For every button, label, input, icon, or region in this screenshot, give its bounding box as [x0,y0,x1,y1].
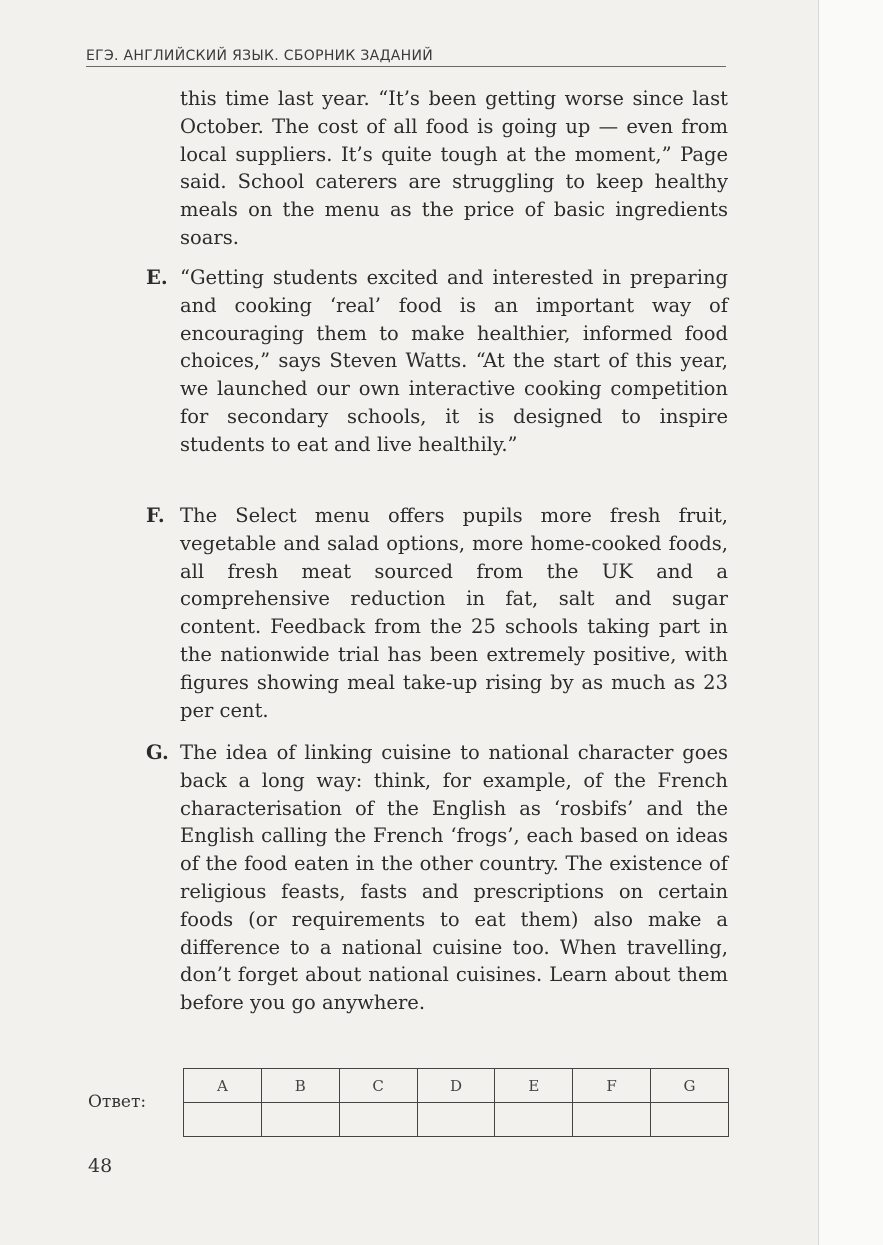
answer-cell-g[interactable] [651,1103,729,1137]
answer-input-row [184,1103,729,1137]
paragraph-g: The idea of linking cuisine to national character goes back a long way: think, for example, of the French characterisation of the English as ‘rosbifs’ and the English calling the French ‘frogs’, each based on ideas of the food eaten in the other country. The existence of religious feasts, fasts and prescriptions on certain foods (or requirements to eat them) also make a difference to a national cuisine too. When travelling, don’t forget about national cuisines. Learn about them before you go anywhere. [180,741,728,1015]
answer-table [183,1068,729,1137]
answer-cell-e[interactable] [495,1103,573,1137]
paragraph-continuation: this time last year. “It’s been getting worse since last October. The cost of all food is going up — even from local suppliers. It’s quite tough at the moment,” Page said. School caterers are struggling to keep healthy meals on the menu as the price of basic ingredients soars. [180,87,728,249]
answer-label: Ответ: [88,1092,147,1112]
answer-header-row [184,1069,729,1103]
answer-cell-f[interactable] [573,1103,651,1137]
paragraph-f: The Select menu offers pupils more fresh fruit, vegetable and salad options, more home-cooked foods, all fresh meat sourced from the UK and a comprehensive reduction in fat, salt and sugar content. Feedback from the 25 schools taking part in the nationwide trial has been extremely positive, with figures showing meal take-up rising by as much as 23 per cent. [180,504,728,722]
page-edge [818,0,883,1245]
paragraph-letter-e: E. [146,266,168,289]
answer-cell-d[interactable] [417,1103,495,1137]
answer-cell-a[interactable] [184,1103,262,1137]
answer-column-f: F [573,1069,651,1103]
answer-column-b: B [261,1069,339,1103]
answer-cell-c[interactable] [339,1103,417,1137]
answer-column-d: D [417,1069,495,1103]
running-header: ЕГЭ. АНГЛИЙСКИЙ ЯЗЫК. СБОРНИК ЗАДАНИЙ [86,48,726,67]
answer-column-g: G [651,1069,729,1103]
answer-column-a: A [184,1069,262,1103]
answer-column-e: E [495,1069,573,1103]
paragraph-e: “Getting students excited and interested in preparing and cooking ‘real’ food is an important way of encouraging them to make healthier, informed food choices,” says Steven Watts. “At the start of this year, we launched our own interactive cooking competition for secondary schools, it is designed to inspire students to eat and live healthily.” [180,266,728,456]
answer-cell-b[interactable] [261,1103,339,1137]
page-number: 48 [88,1155,113,1177]
paragraph-letter-g: G. [146,741,169,764]
paragraph-letter-f: F. [146,504,165,527]
answer-column-c: C [339,1069,417,1103]
